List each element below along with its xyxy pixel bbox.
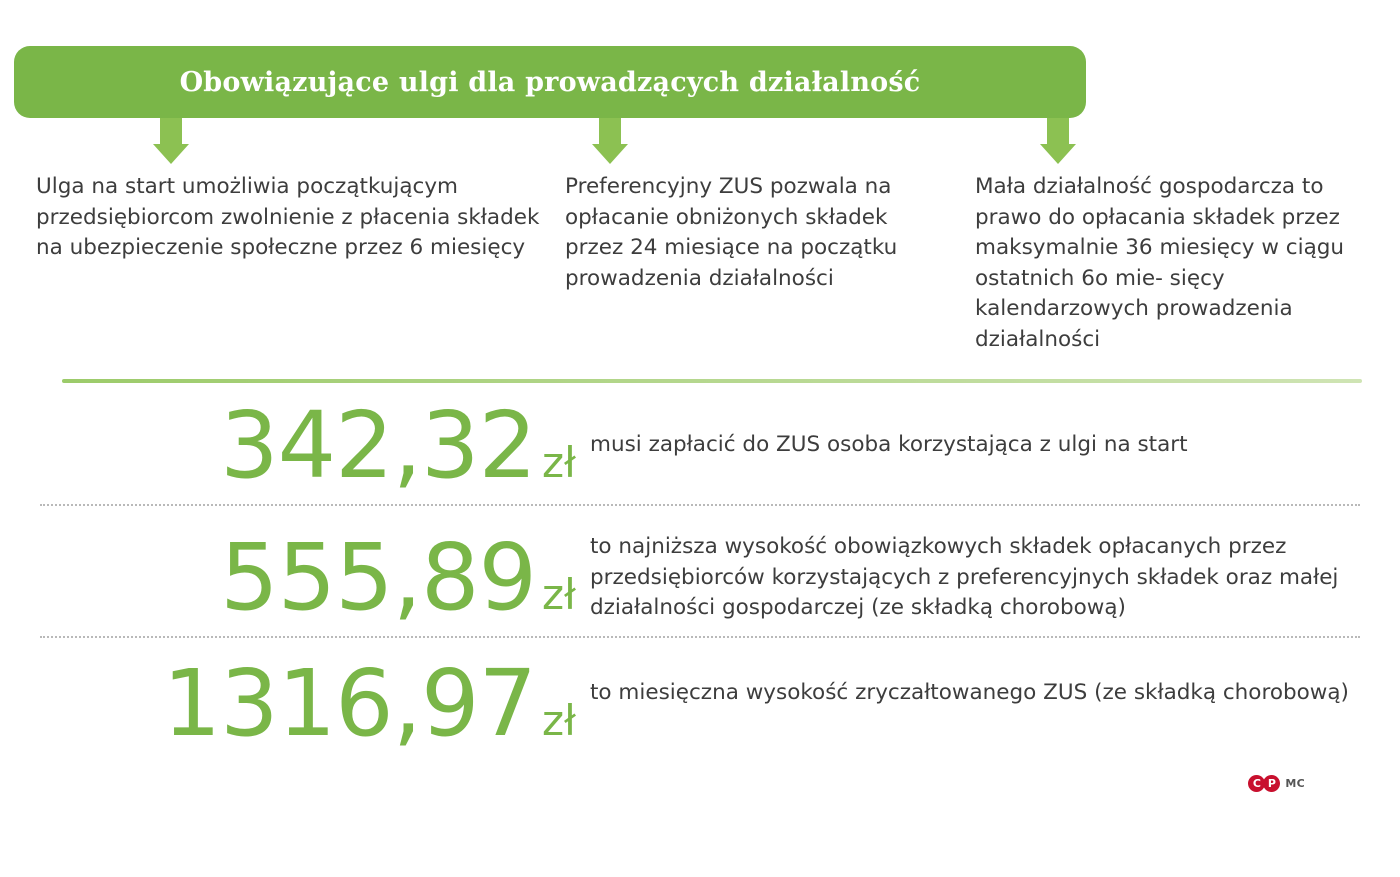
- arrow-head: [592, 144, 628, 164]
- arrow-stem: [599, 118, 621, 144]
- arrow-head: [153, 144, 189, 164]
- relief-column-small-business: Mała działalność gospodarcza to prawo do opłacania składek przez maksymalnie 36 miesięcy w ciągu ostatnich 6o mie- sięcy kalendarzowych prowadzenia działalności: [975, 174, 1345, 352]
- relief-columns: [0, 172, 1400, 362]
- figure-number: 555,89: [220, 524, 537, 631]
- figure-description: to miesięczna wysokość zryczałtowanego ZUS (ze składką chorobową): [590, 680, 1349, 705]
- header-banner: [14, 46, 1086, 118]
- arrow-head: [1040, 144, 1076, 164]
- figure-amount: [0, 516, 590, 631]
- down-arrow-icon: [592, 118, 628, 164]
- green-divider: [62, 379, 1362, 383]
- down-arrow-icon: [153, 118, 189, 164]
- credit-mark: [1248, 775, 1305, 792]
- figure-description: musi zapłacić do ZUS osoba korzystająca z ulgi na start: [590, 432, 1188, 457]
- copyright-c-icon: C: [1248, 775, 1265, 792]
- figure-amount: [0, 648, 590, 757]
- figure-description: to najniższa wysokość obowiązkowych składek opłacanych przez przedsiębiorców korzystających z preferencyjnych składek oraz małej działalności gospodarczej (ze składką chorobową): [590, 534, 1339, 621]
- figure-amount: [0, 392, 590, 499]
- down-arrow-icon: [1040, 118, 1076, 164]
- arrow-stem: [1047, 118, 1069, 144]
- figures-list: [0, 390, 1400, 762]
- arrow-stem: [160, 118, 182, 144]
- figure-currency: zł: [542, 438, 576, 487]
- copyright-p-icon: P: [1263, 775, 1280, 792]
- page-title: Obowiązujące ulgi dla prowadzących działalność: [179, 66, 921, 98]
- figure-row: [0, 638, 1400, 762]
- figure-number: 342,32: [220, 392, 537, 499]
- figure-currency: zł: [542, 570, 576, 619]
- figure-row: [0, 506, 1400, 636]
- figure-row: [0, 390, 1400, 504]
- figure-number: 1316,97: [162, 650, 537, 757]
- figure-currency: zł: [542, 696, 576, 745]
- relief-column-start: Ulga na start umożliwia początkującym przedsiębiorcom zwolnienie z płacenia składek na ubezpieczenie społeczne przez 6 miesięcy: [36, 174, 540, 261]
- author-initials: MC: [1285, 777, 1305, 790]
- relief-column-preferential: Preferencyjny ZUS pozwala na opłacanie obniżonych składek przez 24 miesiące na początku prowadzenia działalności: [565, 174, 898, 291]
- copyright-logo: [1248, 775, 1280, 792]
